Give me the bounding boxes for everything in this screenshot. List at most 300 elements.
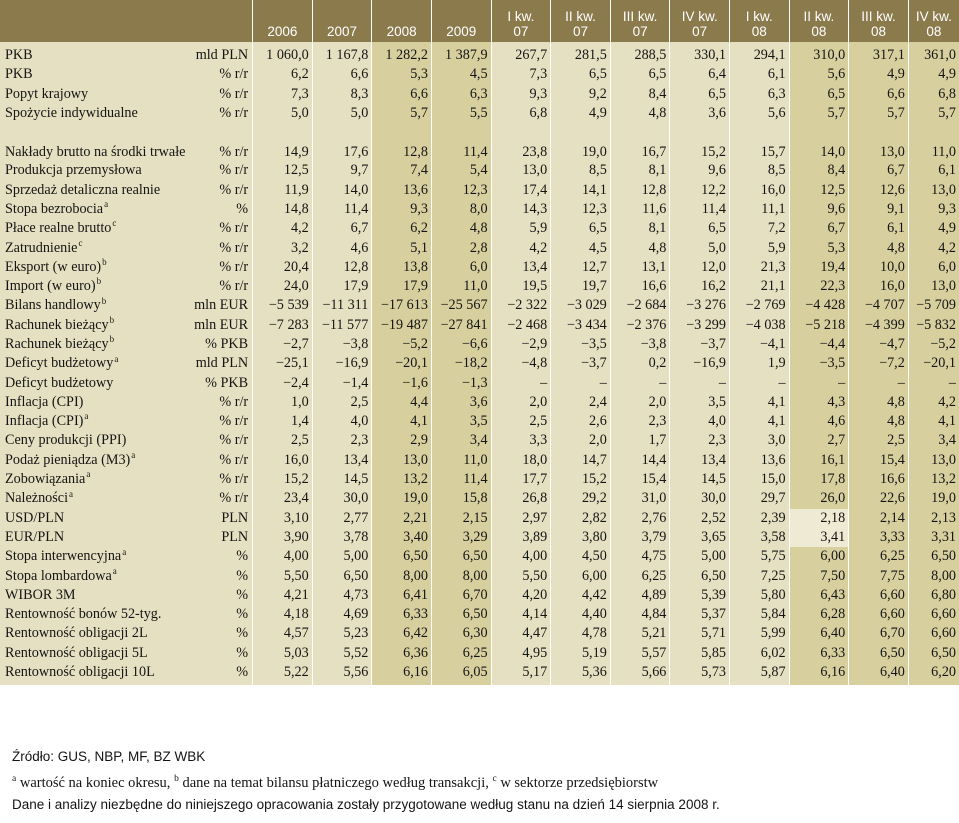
header-label-cell <box>0 0 253 42</box>
value-cell: 5,75 <box>730 547 790 566</box>
value-cell: 3,3 <box>491 431 551 450</box>
row-label-cell <box>0 624 253 643</box>
value-cell: 11,0 <box>908 123 959 161</box>
value-cell: 21,3 <box>730 258 790 277</box>
row-label-cell <box>0 123 253 161</box>
indicator-name-text: Rachunek bieżący <box>5 316 109 333</box>
value-cell: 4,78 <box>551 624 611 643</box>
value-cell: 8,1 <box>610 219 670 238</box>
value-cell: 1,0 <box>253 393 313 412</box>
value-cell: 14,3 <box>491 200 551 219</box>
value-cell: −11 311 <box>312 296 372 315</box>
table-row <box>0 644 959 663</box>
value-cell: 3,33 <box>849 528 909 547</box>
indicator-name <box>5 529 64 546</box>
value-cell: 6,05 <box>431 663 491 685</box>
value-cell: 12,6 <box>849 180 909 199</box>
value-cell: 5,19 <box>551 644 611 663</box>
table-row <box>0 566 959 585</box>
value-cell: 2,3 <box>312 431 372 450</box>
value-cell: 7,25 <box>730 566 790 585</box>
value-cell: −3 434 <box>551 316 611 335</box>
value-cell: 8,00 <box>908 566 959 585</box>
value-cell: 267,7 <box>491 42 551 65</box>
indicator-name-text: Należności <box>5 490 69 507</box>
value-cell: 17,4 <box>491 180 551 199</box>
footnote-marker-a: a <box>12 774 17 784</box>
indicator-unit: % r/r <box>219 220 249 237</box>
value-cell: 5,4 <box>431 161 491 180</box>
column-header <box>253 0 313 42</box>
indicator-unit: % r/r <box>219 105 249 122</box>
column-header-period: III kw. <box>622 9 658 24</box>
column-header <box>491 0 551 42</box>
value-cell: 4,00 <box>253 547 313 566</box>
value-cell: – <box>789 373 849 392</box>
footnote-ref: a <box>122 547 127 557</box>
column-header-period: I kw. <box>507 9 535 24</box>
indicator-unit: % r/r <box>219 144 249 161</box>
value-cell: 3,79 <box>610 528 670 547</box>
value-cell: 14,7 <box>551 451 611 470</box>
indicator-unit: % r/r <box>219 66 249 83</box>
indicator-name <box>5 105 138 122</box>
value-cell: 16,0 <box>849 277 909 296</box>
value-cell: 317,1 <box>849 42 909 65</box>
value-cell: 5,99 <box>730 624 790 643</box>
value-cell: 3,6 <box>431 393 491 412</box>
value-cell: −17 613 <box>372 296 432 315</box>
value-cell: 23,4 <box>253 489 313 508</box>
indicator-name <box>5 297 106 314</box>
indicator-unit: % r/r <box>219 85 249 102</box>
indicator-unit: % r/r <box>219 432 249 449</box>
row-label-cell <box>0 65 253 84</box>
value-cell: 11,4 <box>431 123 491 161</box>
value-cell: −3,8 <box>312 335 372 354</box>
indicator-name-text: Produkcja przemysłowa <box>5 162 142 179</box>
value-cell: 1,4 <box>253 412 313 431</box>
indicator-name <box>5 548 126 565</box>
value-cell: 8,1 <box>610 161 670 180</box>
indicator-name-text: Zobowiązania <box>5 471 86 488</box>
value-cell: 3,0 <box>730 431 790 450</box>
value-cell: 2,0 <box>610 393 670 412</box>
value-cell: 2,77 <box>312 509 372 528</box>
table-row <box>0 431 959 450</box>
value-cell: 6,33 <box>372 605 432 624</box>
value-cell: 4,14 <box>491 605 551 624</box>
column-header-year: 2008 <box>386 24 417 39</box>
table-row <box>0 547 959 566</box>
value-cell: 6,36 <box>372 644 432 663</box>
value-cell: −2 769 <box>730 296 790 315</box>
value-cell: 18,0 <box>491 451 551 470</box>
value-cell: 3,80 <box>551 528 611 547</box>
value-cell: 9,3 <box>908 200 959 219</box>
value-cell: 3,5 <box>431 412 491 431</box>
value-cell: 6,8 <box>491 104 551 123</box>
indicator-name <box>5 336 114 353</box>
indicator-unit: % r/r <box>219 258 249 275</box>
table-row <box>0 219 959 238</box>
value-cell: 6,16 <box>372 663 432 685</box>
footnote-ref: b <box>109 334 115 345</box>
value-cell: 4,9 <box>849 65 909 84</box>
row-label-cell <box>0 644 253 663</box>
value-cell: −3 276 <box>670 296 730 315</box>
value-cell: 4,69 <box>312 605 372 624</box>
value-cell: 4,8 <box>849 393 909 412</box>
value-cell: 4,8 <box>610 104 670 123</box>
value-cell: 5,23 <box>312 624 372 643</box>
value-cell: 3,2 <box>253 238 313 257</box>
footnote-c-text: w sektorze przedsiębiorstw <box>496 774 659 791</box>
value-cell: 13,1 <box>610 258 670 277</box>
indicator-name <box>5 375 113 392</box>
value-cell: 11,1 <box>730 200 790 219</box>
value-cell: 5,9 <box>491 219 551 238</box>
value-cell: 16,6 <box>610 277 670 296</box>
value-cell: 3,5 <box>670 393 730 412</box>
value-cell: 4,75 <box>610 547 670 566</box>
value-cell: −3 029 <box>551 296 611 315</box>
value-cell: 6,7 <box>312 219 372 238</box>
indicator-name <box>5 355 118 372</box>
value-cell: 7,50 <box>789 566 849 585</box>
value-cell: 3,58 <box>730 528 790 547</box>
value-cell: 6,02 <box>730 644 790 663</box>
value-cell: 5,37 <box>670 605 730 624</box>
value-cell: 4,20 <box>491 586 551 605</box>
value-cell: 15,2 <box>551 470 611 489</box>
table-row <box>0 624 959 643</box>
table-row <box>0 123 959 161</box>
row-label-cell <box>0 470 253 489</box>
table-row <box>0 373 959 392</box>
table-row <box>0 85 959 104</box>
table-row <box>0 451 959 470</box>
indicator-unit: % r/r <box>219 278 249 295</box>
footnote-ref: a <box>104 199 109 210</box>
table-row <box>0 509 959 528</box>
indicator-name-text: Inflacja (CPI) <box>5 393 84 410</box>
indicator-unit: % r/r <box>219 471 249 488</box>
value-cell: 11,9 <box>253 180 313 199</box>
value-cell: 5,1 <box>372 238 432 257</box>
value-cell: 1 167,8 <box>312 42 372 65</box>
value-cell: 6,3 <box>431 85 491 104</box>
value-cell: 12,5 <box>789 180 849 199</box>
value-cell: 1,7 <box>610 431 670 450</box>
value-cell: 6,5 <box>670 219 730 238</box>
value-cell: 14,9 <box>253 123 313 161</box>
value-cell: 13,8 <box>372 258 432 277</box>
indicator-name <box>5 432 126 449</box>
value-cell: 13,4 <box>491 258 551 277</box>
indicator-unit: % <box>236 625 249 642</box>
value-cell: 5,73 <box>670 663 730 685</box>
indicator-name <box>5 587 76 604</box>
value-cell: 5,6 <box>730 104 790 123</box>
value-cell: 15,8 <box>431 489 491 508</box>
value-cell: 29,7 <box>730 489 790 508</box>
indicator-name-text: Deficyt budżetowy <box>5 374 114 391</box>
value-cell: 5,0 <box>670 238 730 257</box>
value-cell: −1,6 <box>372 373 432 392</box>
value-cell: 6,50 <box>670 566 730 585</box>
value-cell: 14,1 <box>551 180 611 199</box>
value-cell: 12,8 <box>312 258 372 277</box>
value-cell: 8,3 <box>312 85 372 104</box>
value-cell: 2,76 <box>610 509 670 528</box>
value-cell: – <box>908 373 959 392</box>
indicator-name-text: Popyt krajowy <box>5 85 89 102</box>
value-cell: 3,65 <box>670 528 730 547</box>
value-cell: 12,3 <box>551 200 611 219</box>
value-cell: 2,14 <box>849 509 909 528</box>
column-header <box>908 0 959 42</box>
value-cell: 22,3 <box>789 277 849 296</box>
indicator-name-text: Zatrudnienie <box>5 239 78 256</box>
table-row <box>0 470 959 489</box>
value-cell: 6,00 <box>551 566 611 585</box>
value-cell: 15,7 <box>730 123 790 161</box>
value-cell: 14,8 <box>253 200 313 219</box>
indicator-name-text: Rentowność obligacji 2L <box>5 625 148 642</box>
indicator-name <box>5 220 116 237</box>
value-cell: 12,8 <box>372 123 432 161</box>
value-cell: 6,60 <box>908 624 959 643</box>
column-header-year: 08 <box>871 24 887 39</box>
value-cell: 2,6 <box>551 412 611 431</box>
value-cell: −1,4 <box>312 373 372 392</box>
indicator-name <box>5 568 117 585</box>
value-cell: 2,97 <box>491 509 551 528</box>
value-cell: 6,60 <box>849 586 909 605</box>
value-cell: 7,4 <box>372 161 432 180</box>
column-header-year: 07 <box>632 24 648 39</box>
value-cell: 3,31 <box>908 528 959 547</box>
value-cell: 2,3 <box>610 412 670 431</box>
indicator-unit: % r/r <box>219 181 249 198</box>
value-cell: 6,40 <box>789 624 849 643</box>
value-cell: 5,56 <box>312 663 372 685</box>
value-cell: 3,4 <box>908 431 959 450</box>
value-cell: 8,00 <box>431 566 491 585</box>
indicator-name <box>5 47 33 64</box>
value-cell: 5,5 <box>431 104 491 123</box>
value-cell: 14,5 <box>670 470 730 489</box>
row-label-cell <box>0 104 253 123</box>
footnote-marker-b: b <box>174 774 179 784</box>
value-cell: 29,2 <box>551 489 611 508</box>
value-cell: 4,2 <box>908 393 959 412</box>
row-label-cell <box>0 180 253 199</box>
value-cell: 11,4 <box>670 200 730 219</box>
value-cell: 0,2 <box>610 354 670 373</box>
value-cell: 9,3 <box>491 85 551 104</box>
row-label-cell <box>0 509 253 528</box>
value-cell: 8,00 <box>372 566 432 585</box>
indicator-name-text: Deficyt budżetowy <box>5 355 114 372</box>
row-label-cell <box>0 42 253 65</box>
indicator-name-text: PKB <box>5 66 33 83</box>
indicator-name-text: Płace realne brutto <box>5 220 112 237</box>
value-cell: −27 841 <box>431 316 491 335</box>
value-cell: 5,00 <box>670 547 730 566</box>
value-cell: 13,6 <box>730 451 790 470</box>
column-header <box>551 0 611 42</box>
column-header-year: 2009 <box>446 24 477 39</box>
value-cell: 30,0 <box>312 489 372 508</box>
value-cell: 2,5 <box>491 412 551 431</box>
value-cell: 1,9 <box>730 354 790 373</box>
indicator-name-text: USD/PLN <box>5 509 65 526</box>
value-cell: 12,0 <box>670 258 730 277</box>
value-cell: 5,17 <box>491 663 551 685</box>
value-cell: −4 707 <box>849 296 909 315</box>
value-cell: −5,2 <box>372 335 432 354</box>
value-cell: 5,0 <box>253 104 313 123</box>
column-header <box>849 0 909 42</box>
value-cell: 6,25 <box>849 547 909 566</box>
row-label-cell <box>0 335 253 354</box>
value-cell: −2,4 <box>253 373 313 392</box>
value-cell: 5,50 <box>491 566 551 585</box>
value-cell: −2,9 <box>491 335 551 354</box>
data-date-note: Dane i analizy niezbędne do niniejszego opracowania zostały przygotowane według stanu na dzień 14 sierpnia 2008 r. <box>12 796 720 812</box>
value-cell: −3,7 <box>551 354 611 373</box>
value-cell: 4,6 <box>789 412 849 431</box>
value-cell: 281,5 <box>551 42 611 65</box>
footnote-ref: b <box>109 315 115 325</box>
value-cell: 6,1 <box>908 161 959 180</box>
value-cell: 12,8 <box>610 180 670 199</box>
value-cell: 6,6 <box>312 65 372 84</box>
value-cell: 6,1 <box>730 65 790 84</box>
value-cell: −1,3 <box>431 373 491 392</box>
indicator-name-text: PKB <box>5 47 33 64</box>
value-cell: 13,2 <box>372 470 432 489</box>
value-cell: 4,2 <box>908 238 959 257</box>
indicator-name-text: EUR/PLN <box>5 528 65 545</box>
column-header-period: III kw. <box>861 9 896 24</box>
value-cell: 6,0 <box>431 258 491 277</box>
value-cell: −5 539 <box>253 296 313 315</box>
value-cell: 11,0 <box>431 451 491 470</box>
indicator-unit: % PKB <box>205 336 249 352</box>
indicator-unit: % <box>236 606 249 623</box>
value-cell: 6,4 <box>670 65 730 84</box>
value-cell: 13,0 <box>849 123 909 161</box>
value-cell: 1 387,9 <box>431 42 491 65</box>
value-cell: 5,7 <box>849 104 909 123</box>
table-row <box>0 605 959 624</box>
value-cell: −16,9 <box>312 354 372 373</box>
indicator-name <box>5 413 88 430</box>
value-cell: 2,9 <box>372 431 432 450</box>
indicator-name <box>5 66 33 83</box>
indicator-unit: % <box>236 200 249 217</box>
footnote-a-text: wartość na koniec okresu, <box>16 774 175 791</box>
value-cell: 12,7 <box>551 258 611 277</box>
column-header <box>372 0 432 42</box>
value-cell: 6,60 <box>849 605 909 624</box>
row-label-cell <box>0 296 253 315</box>
value-cell: 2,5 <box>253 431 313 450</box>
value-cell: −5,2 <box>908 335 959 354</box>
indicator-unit: % <box>236 586 249 603</box>
row-label-cell <box>0 277 253 296</box>
value-cell: −20,1 <box>908 354 959 373</box>
value-cell: 294,1 <box>730 42 790 65</box>
indicator-name <box>5 625 148 642</box>
value-cell: 22,6 <box>849 489 909 508</box>
table-row <box>0 663 959 685</box>
value-cell: 5,52 <box>312 644 372 663</box>
column-header-year: 07 <box>692 24 708 39</box>
indicator-name-text: Stopa interwencyjna <box>5 548 122 565</box>
value-cell: 4,1 <box>372 412 432 431</box>
value-cell: 9,6 <box>670 161 730 180</box>
value-cell: −2,7 <box>253 335 313 354</box>
value-cell: 2,5 <box>312 393 372 412</box>
table-row <box>0 180 959 199</box>
value-cell: 6,50 <box>908 547 959 566</box>
value-cell: 288,5 <box>610 42 670 65</box>
table-row <box>0 200 959 219</box>
value-cell: 10,0 <box>849 258 909 277</box>
value-cell: 15,2 <box>670 123 730 161</box>
value-cell: 6,80 <box>908 586 959 605</box>
value-cell: 9,3 <box>372 200 432 219</box>
value-cell: 5,3 <box>372 65 432 84</box>
indicator-name <box>5 452 135 469</box>
value-cell: 13,4 <box>670 451 730 470</box>
value-cell: 5,00 <box>312 547 372 566</box>
value-cell: 4,3 <box>789 393 849 412</box>
value-cell: 2,39 <box>730 509 790 528</box>
indicator-name-text: Sprzedaż detaliczna realnie <box>5 181 161 198</box>
value-cell: 8,5 <box>551 161 611 180</box>
indicator-name-text: Stopa bezrobocia <box>5 200 104 217</box>
value-cell: 4,2 <box>491 238 551 257</box>
value-cell: −2 468 <box>491 316 551 335</box>
value-cell: 330,1 <box>670 42 730 65</box>
value-cell: 3,4 <box>431 431 491 450</box>
value-cell: 3,89 <box>491 528 551 547</box>
value-cell: −25 567 <box>431 296 491 315</box>
indicator-unit: mld PLN <box>195 355 249 372</box>
value-cell: 6,5 <box>670 85 730 104</box>
indicator-name-text: Inflacja (CPI) <box>5 413 84 430</box>
value-cell: 17,9 <box>312 277 372 296</box>
value-cell: 4,9 <box>908 219 959 238</box>
value-cell: 2,15 <box>431 509 491 528</box>
column-header <box>670 0 730 42</box>
row-label-cell <box>0 663 253 685</box>
value-cell: −2 376 <box>610 316 670 335</box>
value-cell: 14,0 <box>789 123 849 161</box>
value-cell: 17,8 <box>789 470 849 489</box>
value-cell: 6,70 <box>849 624 909 643</box>
column-header-year: 07 <box>513 24 529 39</box>
table-row <box>0 528 959 547</box>
value-cell: – <box>491 373 551 392</box>
value-cell: 6,6 <box>849 85 909 104</box>
table-row <box>0 489 959 508</box>
